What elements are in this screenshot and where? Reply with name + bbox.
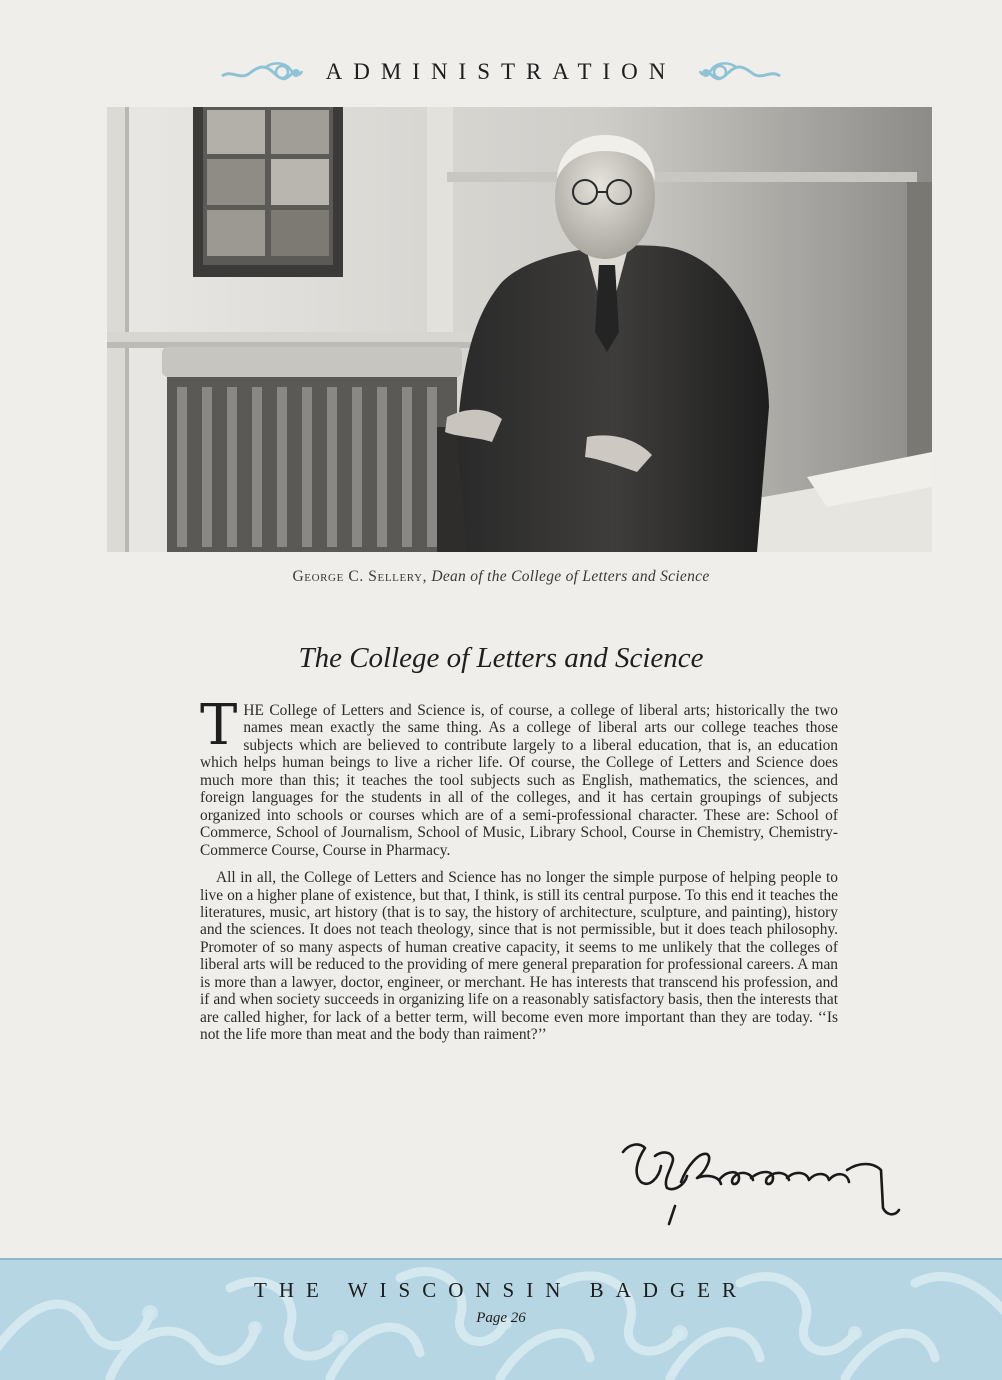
caption-name: George C. Sellery, xyxy=(292,568,428,585)
page-number: Page 26 xyxy=(476,1310,526,1326)
article-body xyxy=(200,693,838,1044)
publication-title: THE WISCONSIN BADGER xyxy=(254,1278,748,1302)
right-ornament-icon xyxy=(698,59,782,85)
section-header-title: ADMINISTRATION xyxy=(325,59,677,84)
footer-rule xyxy=(0,1258,1002,1260)
paragraph-2: All in all, the College of Letters and Science has no longer the simple purpose of helping people to live on a higher plane of existence, but that, I think, is still its central purpose. To this end it teaches the literatures, music, art history (that is to say, the history of architecture, sculpture, and painting), history and the sciences. It does not teach theology, since that is not permissible, but it does teach philosophy. Promoter of so many aspects of human creative capacity, it seems to me unlikely that the colleges of liberal arts will be reduced to the providing of mere general preparation for professional careers. A man is more than a lawyer, doctor, engineer, or merchant. He has interests that transcend his profession, and if and when society succeeds in organizing life on a reasonably satisfactory basis, then the interests that are called higher, for lack of a better term, will become even more important than they are today. ‘‘Is not the life more than meat and the body than raiment?’’ xyxy=(200,869,838,1044)
portrait-photo xyxy=(107,107,932,552)
left-ornament-icon xyxy=(220,59,304,85)
signature-graphic xyxy=(615,1130,905,1230)
drop-cap: T xyxy=(200,693,238,758)
caption-role: Dean of the College of Letters and Science xyxy=(431,568,710,585)
photo-caption xyxy=(0,568,1002,586)
paragraph-1-text: HE College of Letters and Science is, of course, a college of liberal arts; historically the two names mean exactly the same thing. As a college of liberal arts our college teaches those subjects which are believed to contribute largely to a liberal education, that is, an education which helps human beings to live a richer life. Of course, the College of Letters and Science does much more than this; it teaches the tool subjects such as English, mathematics, the sciences, and foreign languages for the students in all of the colleges, and it has certain groupings of subjects organized into schools or courses which are of a semi-professional character. These are: School of Commerce, School of Journalism, School of Music, Library School, Course in Chemistry, Chemistry-Commerce Course, Course in Pharmacy. xyxy=(200,702,838,859)
article-title: The College of Letters and Science xyxy=(298,642,704,674)
page-header xyxy=(0,52,1002,92)
paragraph-1 xyxy=(200,693,838,859)
